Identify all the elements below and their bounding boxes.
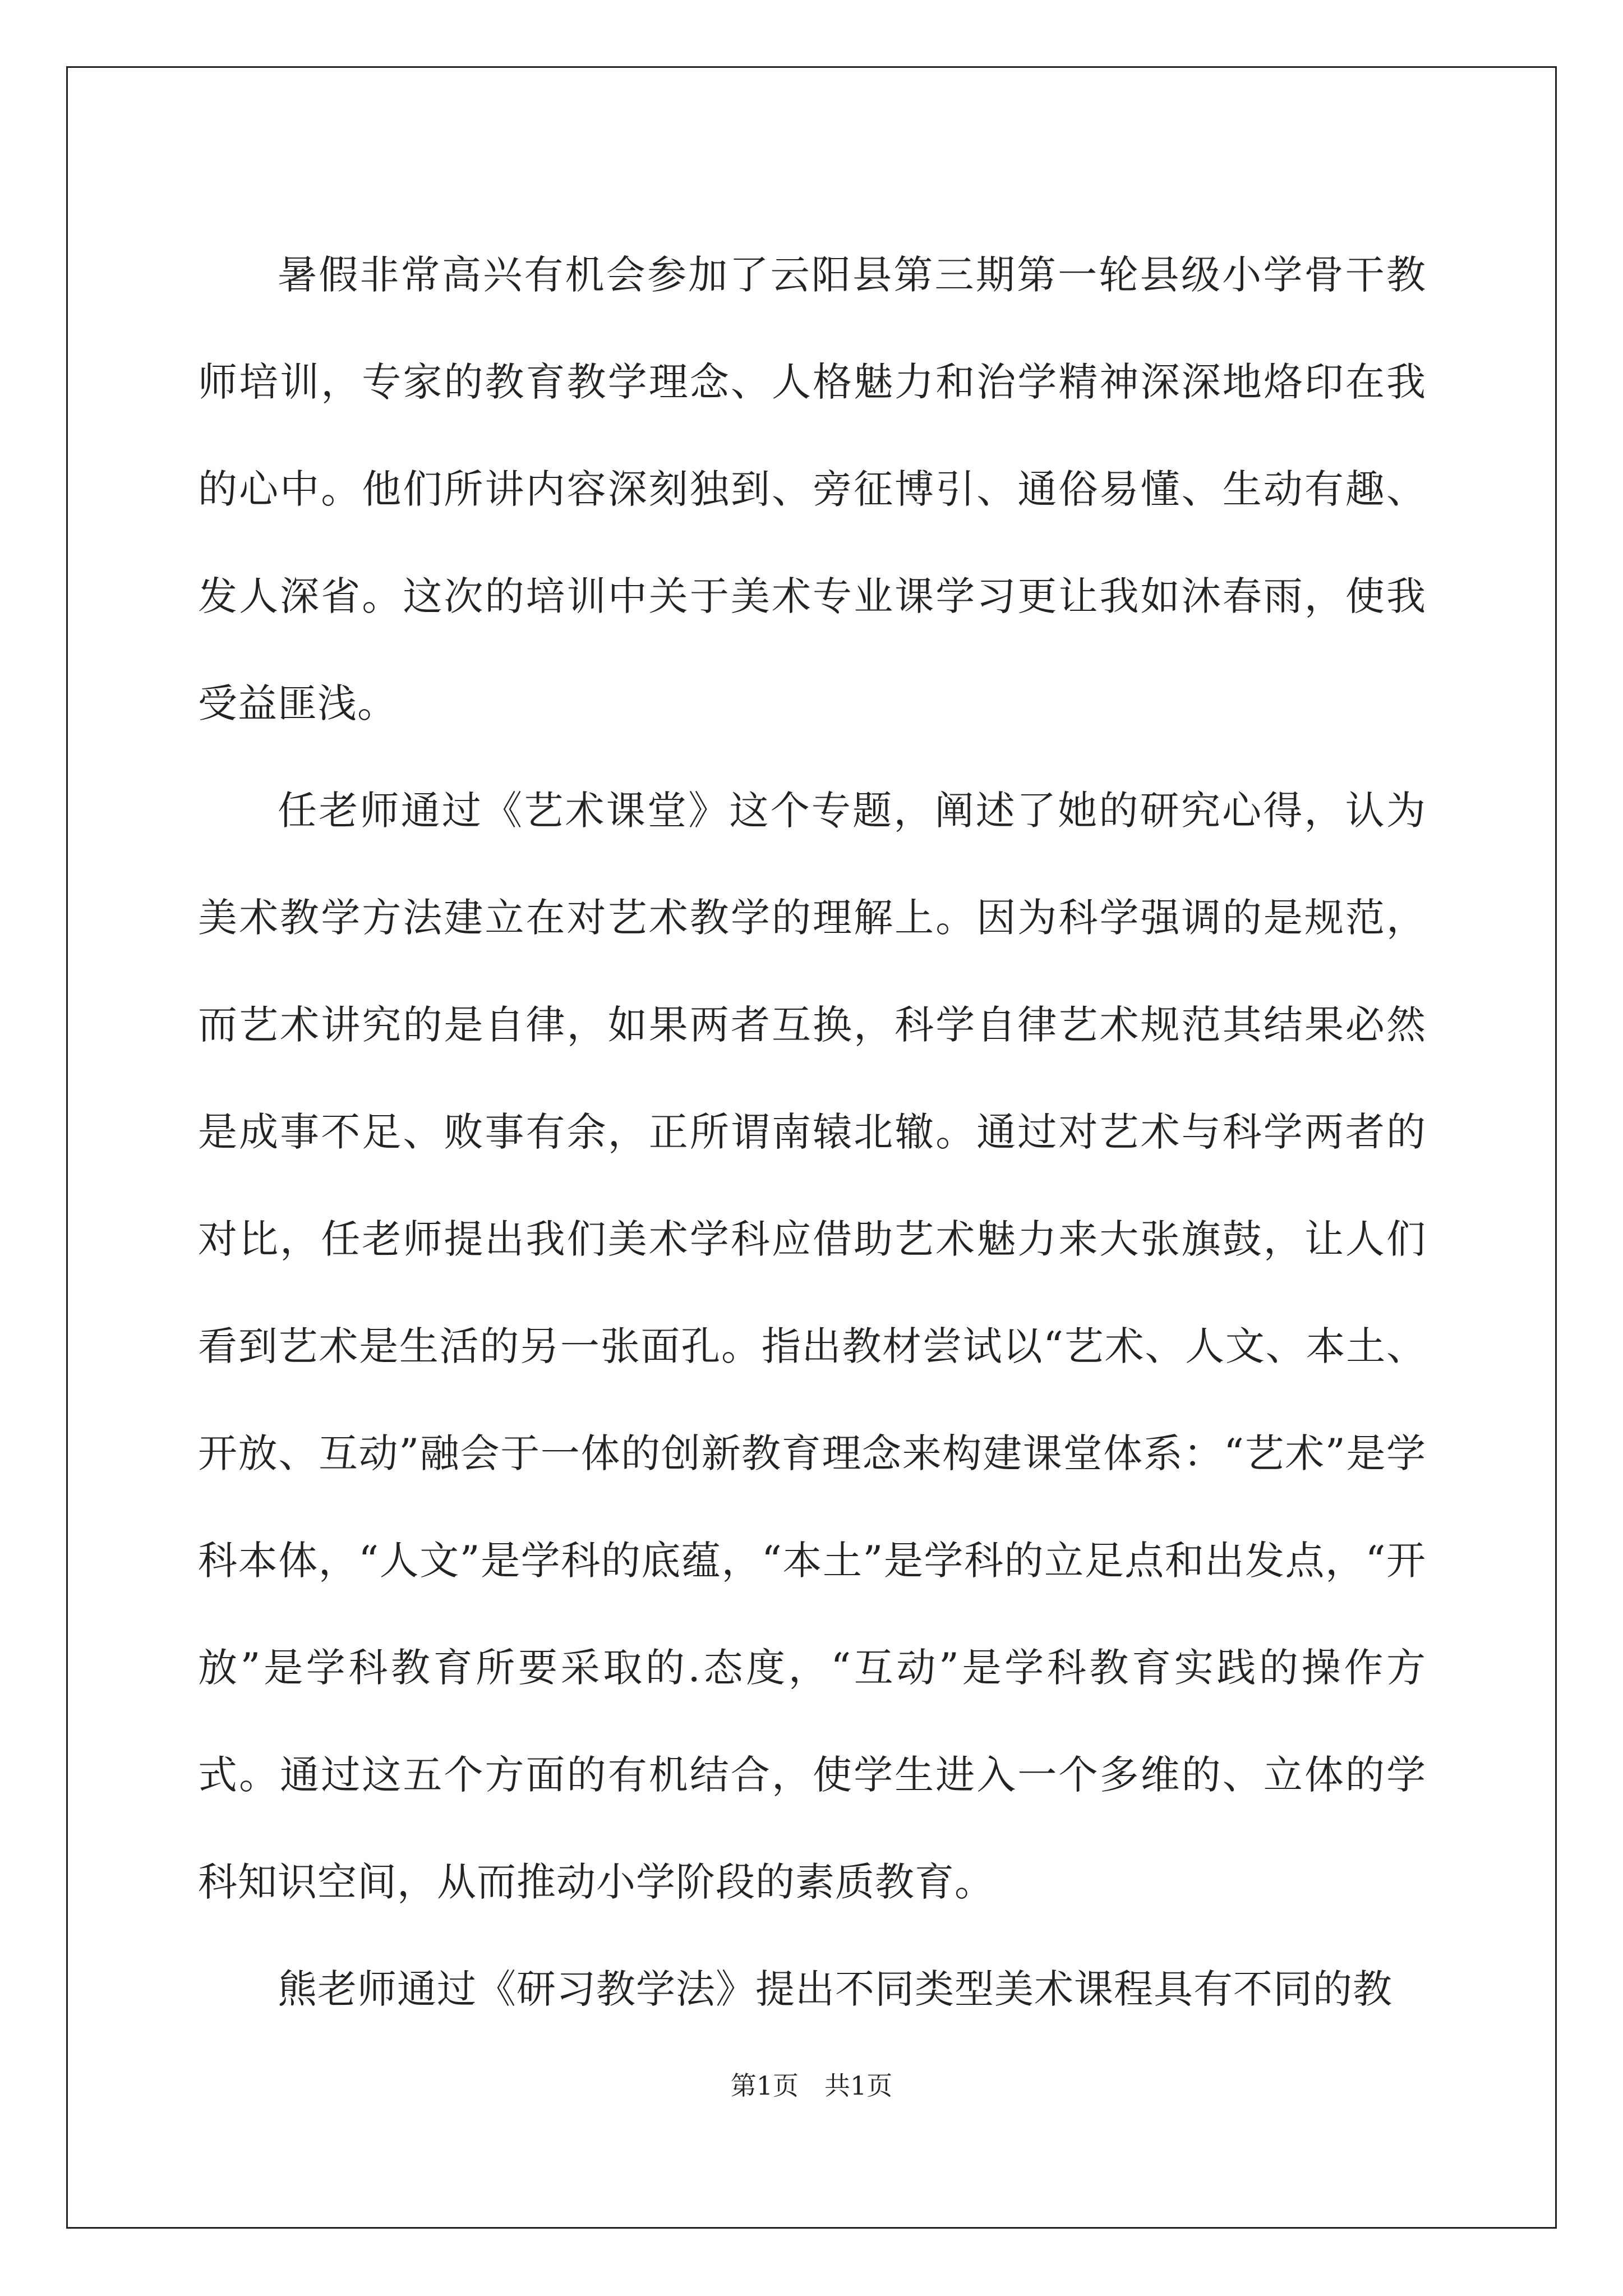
paragraph-2: 任老师通过《艺术课堂》这个专题，阐述了她的研究心得，认为美术教学方法建立在对艺术教学的理解上。因为科学强调的是规范，而艺术讲究的是自律，如果两者互换，科学自律艺术规范其结果必然是成事不足、败事有余，正所谓南辕北辙。通过对艺术与科学两者的对比，任老师提出我们美术学科应借助艺术魅力来大张旗鼓，让人们看到艺术是生活的另一张面孔。指出教材尝试以“艺术、人文、本土、开放、互动”融会于一体的创新教育理念来构建课堂体系：“艺术”是学科本体，“人文”是学科的底蕴，“本土”是学科的立足点和出发点，“开放”是学科教育所要采取的.态度，“互动”是学科教育实践的操作方式。通过这五个方面的有机结合，使学生进入一个多维的、立体的学科知识空间，从而推动小学阶段的素质教育。 (198, 788, 1426, 1905)
document-body (198, 222, 1426, 2043)
paragraph-1: 暑假非常高兴有机会参加了云阳县第三期第一轮县级小学骨干教师培训，专家的教育教学理念、人格魅力和治学精神深深地烙印在我的心中。他们所讲内容深刻独到、旁征博引、通俗易懂、生动有趣、发人深省。这次的培训中关于美术专业课学习更让我如沐春雨，使我受益匪浅。 (198, 252, 1426, 726)
page-footer: 第1页 共1页 (730, 2070, 893, 2101)
paragraph-3: 熊老师通过《研习教学法》提出不同类型美术课程具有不同的教 (278, 1966, 1393, 2012)
